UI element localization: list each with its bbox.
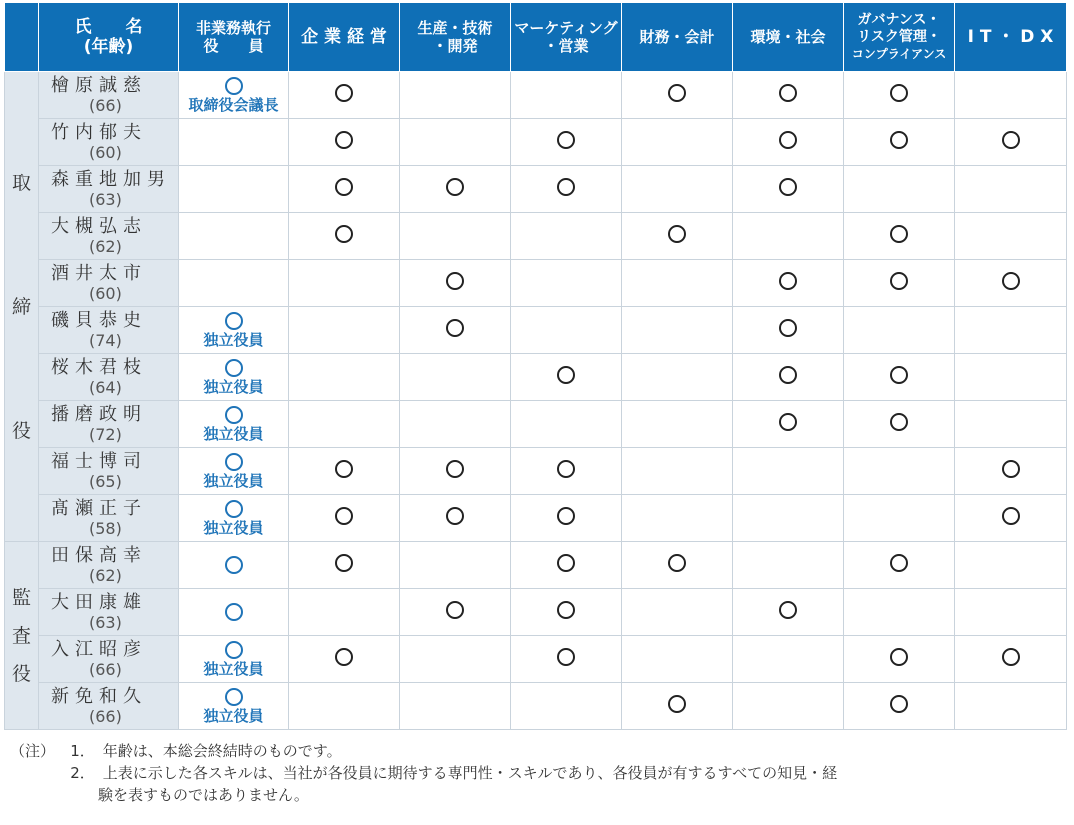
nonexec-cell	[179, 401, 289, 448]
skill-cell-environment	[733, 401, 844, 448]
skill-cell-marketing	[511, 213, 622, 260]
officer-name-cell	[39, 542, 179, 589]
skill-cell-itdx	[955, 683, 1067, 730]
skill-circle-icon	[557, 131, 575, 149]
skill-cell-production	[400, 213, 511, 260]
skill-cell-itdx	[955, 542, 1067, 589]
nonexec-circle-icon	[225, 500, 243, 518]
skill-circle-icon	[890, 554, 908, 572]
skill-circle-icon	[779, 601, 797, 619]
skill-cell-governance	[844, 495, 955, 542]
skill-cell-marketing	[511, 119, 622, 166]
nonexec-cell	[179, 448, 289, 495]
skill-circle-icon	[779, 413, 797, 431]
officer-age: (60)	[89, 284, 122, 303]
nonexec-cell	[179, 119, 289, 166]
officer-name: 森重地加男	[51, 169, 171, 190]
skill-cell-finance	[622, 260, 733, 307]
nonexec-circle-icon	[225, 359, 243, 377]
nonexec-circle-icon	[225, 312, 243, 330]
officer-age: (63)	[89, 613, 122, 632]
header-skill-environment	[733, 3, 844, 72]
skill-circle-icon	[335, 507, 353, 525]
skill-circle-icon	[668, 225, 686, 243]
officer-name-cell	[39, 589, 179, 636]
skill-cell-environment	[733, 683, 844, 730]
officer-age: (62)	[89, 566, 122, 585]
note-text-2-cont: 験を表すものではありません。	[98, 786, 309, 804]
officer-age: (62)	[89, 237, 122, 256]
officer-name-cell	[39, 683, 179, 730]
skill-circle-icon	[890, 366, 908, 384]
skill-cell-finance	[622, 119, 733, 166]
skill-cell-itdx	[955, 119, 1067, 166]
nonexec-cell	[179, 260, 289, 307]
group-char: 役	[11, 662, 31, 685]
nonexec-cell	[179, 213, 289, 260]
skill-cell-environment	[733, 119, 844, 166]
table-row	[5, 213, 1067, 260]
officer-name: 竹内郁夫	[51, 122, 147, 143]
header-nonexec-line1: 非業務執行	[195, 19, 271, 37]
skill-circle-icon	[779, 319, 797, 337]
skill-circle-icon	[779, 84, 797, 102]
skill-circle-icon	[1002, 648, 1020, 666]
skill-cell-governance	[844, 213, 955, 260]
skill-cell-finance	[622, 542, 733, 589]
skill-cell-finance	[622, 354, 733, 401]
skill-circle-icon	[1002, 460, 1020, 478]
officer-name-cell	[39, 166, 179, 213]
officer-name-cell	[39, 448, 179, 495]
officer-name-cell	[39, 401, 179, 448]
note-text-1: 年齢は、本総会終結時のものです。	[102, 742, 342, 760]
skill-cell-finance	[622, 72, 733, 119]
nonexec-circle-icon	[225, 641, 243, 659]
skill-cell-governance	[844, 683, 955, 730]
skill-circle-icon	[335, 460, 353, 478]
nonexec-circle-icon	[225, 77, 243, 95]
nonexec-circle-icon	[225, 406, 243, 424]
table-row	[5, 589, 1067, 636]
nonexec-cell	[179, 495, 289, 542]
officer-name: 酒井太市	[51, 263, 147, 284]
skill-cell-marketing	[511, 401, 622, 448]
nonexec-label: 独立役員	[203, 424, 264, 443]
header-name-line2: (年齢)	[83, 37, 134, 57]
group-char: 監	[11, 586, 31, 609]
skill-cell-environment	[733, 495, 844, 542]
skill-cell-itdx	[955, 401, 1067, 448]
officer-name-cell	[39, 636, 179, 683]
header-skill-production	[400, 3, 511, 72]
skill-circle-icon	[890, 413, 908, 431]
notes	[10, 740, 837, 806]
nonexec-cell	[179, 683, 289, 730]
skills-matrix-table	[4, 2, 1067, 730]
skill-cell-production	[400, 683, 511, 730]
nonexec-circle-icon	[225, 688, 243, 706]
skill-cell-management	[289, 495, 400, 542]
officer-age: (72)	[89, 425, 122, 444]
skill-circle-icon	[335, 178, 353, 196]
officer-name-cell	[39, 495, 179, 542]
header-name-line1: 氏 名	[74, 17, 143, 37]
skill-cell-governance	[844, 166, 955, 213]
table-row	[5, 260, 1067, 307]
header-nonexec	[179, 3, 289, 72]
header-skill-environment-line1: 環境・社会	[750, 28, 826, 46]
skill-cell-production	[400, 401, 511, 448]
skill-cell-environment	[733, 448, 844, 495]
skill-cell-marketing	[511, 636, 622, 683]
skill-cell-environment	[733, 72, 844, 119]
header-skill-governance-line2: リスク管理・	[857, 28, 941, 45]
header-skill-marketing-line2: ・営業	[543, 37, 589, 55]
header-nonexec-line2: 役 員	[203, 37, 264, 55]
skill-cell-management	[289, 589, 400, 636]
skill-cell-management	[289, 542, 400, 589]
officer-age: (63)	[89, 190, 122, 209]
skill-circle-icon	[446, 507, 464, 525]
skill-cell-environment	[733, 542, 844, 589]
table-row	[5, 495, 1067, 542]
skill-cell-production	[400, 307, 511, 354]
skill-circle-icon	[446, 178, 464, 196]
skill-cell-management	[289, 72, 400, 119]
nonexec-label: 独立役員	[203, 659, 264, 678]
nonexec-cell	[179, 72, 289, 119]
note-number-1: 1．	[70, 742, 95, 760]
skill-cell-governance	[844, 542, 955, 589]
skill-cell-marketing	[511, 683, 622, 730]
table-row	[5, 683, 1067, 730]
skill-cell-management	[289, 683, 400, 730]
skill-circle-icon	[890, 131, 908, 149]
table-row	[5, 542, 1067, 589]
skill-circle-icon	[1002, 507, 1020, 525]
skill-cell-governance	[844, 589, 955, 636]
skill-cell-marketing	[511, 166, 622, 213]
officer-name: 檜原誠慈	[51, 75, 147, 96]
skill-cell-itdx	[955, 260, 1067, 307]
header-skill-marketing-line1: マーケティング	[514, 19, 618, 37]
skill-cell-environment	[733, 636, 844, 683]
skill-cell-production	[400, 495, 511, 542]
skill-circle-icon	[779, 366, 797, 384]
header-group-corner	[5, 3, 39, 72]
skill-cell-management	[289, 401, 400, 448]
header-skill-itdx-line1: I T ・ D X	[967, 27, 1054, 47]
skill-circle-icon	[335, 225, 353, 243]
note-prefix: （注）	[10, 742, 56, 760]
skill-cell-governance	[844, 354, 955, 401]
skill-circle-icon	[890, 272, 908, 290]
skill-circle-icon	[557, 648, 575, 666]
skill-cell-environment	[733, 354, 844, 401]
skill-cell-finance	[622, 683, 733, 730]
officer-name: 福士博司	[51, 451, 147, 472]
skill-cell-finance	[622, 589, 733, 636]
skill-circle-icon	[446, 272, 464, 290]
officer-name: 大槻弘志	[51, 216, 147, 237]
skill-circle-icon	[890, 695, 908, 713]
skill-circle-icon	[557, 601, 575, 619]
skill-circle-icon	[668, 695, 686, 713]
nonexec-circle-icon	[225, 453, 243, 471]
officer-name-cell	[39, 119, 179, 166]
officer-age: (65)	[89, 472, 122, 491]
skill-cell-management	[289, 260, 400, 307]
skill-circle-icon	[335, 131, 353, 149]
skill-circle-icon	[335, 554, 353, 572]
table-row	[5, 636, 1067, 683]
header-skill-production-line1: 生産・技術	[417, 19, 493, 37]
skill-cell-itdx	[955, 307, 1067, 354]
skill-cell-itdx	[955, 448, 1067, 495]
skill-cell-production	[400, 448, 511, 495]
skill-cell-finance	[622, 636, 733, 683]
officer-name: 大田康雄	[51, 592, 147, 613]
header-skill-finance	[622, 3, 733, 72]
skill-cell-management	[289, 354, 400, 401]
matrix-body	[5, 72, 1067, 730]
skill-cell-production	[400, 542, 511, 589]
table-row	[5, 354, 1067, 401]
officer-name: 入江昭彦	[51, 639, 147, 660]
skill-cell-finance	[622, 213, 733, 260]
officer-name-cell	[39, 354, 179, 401]
group-auditors	[5, 542, 39, 730]
header-skill-management	[289, 3, 400, 72]
group-char: 締	[11, 295, 31, 318]
skill-cell-marketing	[511, 354, 622, 401]
skill-cell-itdx	[955, 72, 1067, 119]
skill-circle-icon	[446, 601, 464, 619]
skill-cell-itdx	[955, 636, 1067, 683]
table-row	[5, 307, 1067, 354]
table-row	[5, 448, 1067, 495]
officer-name-cell	[39, 72, 179, 119]
skill-cell-itdx	[955, 166, 1067, 213]
skill-cell-itdx	[955, 354, 1067, 401]
nonexec-cell	[179, 354, 289, 401]
skill-cell-governance	[844, 260, 955, 307]
officer-name: 播磨政明	[51, 404, 147, 425]
header-skill-finance-line1: 財務・会計	[639, 28, 715, 46]
skill-cell-marketing	[511, 448, 622, 495]
officer-age: (58)	[89, 519, 122, 538]
skill-cell-management	[289, 213, 400, 260]
skill-cell-governance	[844, 636, 955, 683]
skill-cell-production	[400, 72, 511, 119]
skill-cell-governance	[844, 448, 955, 495]
skill-cell-management	[289, 307, 400, 354]
officer-name: 新免和久	[51, 686, 147, 707]
header-skill-governance	[844, 3, 955, 72]
group-char: 役	[11, 419, 31, 442]
skill-cell-itdx	[955, 495, 1067, 542]
skill-cell-marketing	[511, 495, 622, 542]
table-row	[5, 166, 1067, 213]
skill-circle-icon	[779, 131, 797, 149]
officer-name-cell	[39, 260, 179, 307]
header-row	[5, 3, 1067, 72]
skill-cell-governance	[844, 401, 955, 448]
skill-cell-finance	[622, 307, 733, 354]
header-skill-governance-line1: ガバナンス・	[857, 11, 941, 28]
skill-circle-icon	[890, 84, 908, 102]
officer-age: (66)	[89, 707, 122, 726]
skill-circle-icon	[890, 225, 908, 243]
skill-cell-environment	[733, 589, 844, 636]
nonexec-cell	[179, 589, 289, 636]
skill-circle-icon	[779, 178, 797, 196]
header-skill-management-line1: 企 業 経 営	[301, 27, 387, 47]
nonexec-cell	[179, 307, 289, 354]
skill-cell-marketing	[511, 260, 622, 307]
skill-circle-icon	[335, 84, 353, 102]
table-row	[5, 72, 1067, 119]
officer-name-cell	[39, 307, 179, 354]
skill-circle-icon	[890, 648, 908, 666]
skill-cell-management	[289, 636, 400, 683]
skill-cell-finance	[622, 448, 733, 495]
skill-cell-production	[400, 636, 511, 683]
skill-cell-production	[400, 589, 511, 636]
skill-circle-icon	[557, 460, 575, 478]
skill-cell-finance	[622, 495, 733, 542]
skill-cell-management	[289, 166, 400, 213]
skill-cell-marketing	[511, 542, 622, 589]
skill-cell-governance	[844, 307, 955, 354]
note-text-2: 上表に示した各スキルは、当社が各役員に期待する専門性・スキルであり、各役員が有するすべての知見・経	[102, 764, 838, 782]
skill-cell-environment	[733, 307, 844, 354]
header-skill-marketing	[511, 3, 622, 72]
officer-age: (64)	[89, 378, 122, 397]
note-number-2: 2．	[70, 764, 95, 782]
nonexec-label: 取締役会議長	[188, 95, 279, 114]
skill-circle-icon	[335, 648, 353, 666]
nonexec-cell	[179, 636, 289, 683]
skill-cell-production	[400, 354, 511, 401]
note-row-2	[10, 762, 837, 784]
skill-cell-finance	[622, 166, 733, 213]
group-char: 取	[11, 171, 31, 194]
nonexec-circle-icon	[225, 556, 243, 574]
table-row	[5, 119, 1067, 166]
skill-cell-governance	[844, 119, 955, 166]
nonexec-cell	[179, 542, 289, 589]
header-skill-production-line2: ・開発	[432, 37, 478, 55]
skill-cell-governance	[844, 72, 955, 119]
skill-cell-itdx	[955, 213, 1067, 260]
skill-circle-icon	[557, 366, 575, 384]
skill-circle-icon	[668, 554, 686, 572]
header-skill-itdx	[955, 3, 1067, 72]
note-row-2-cont	[10, 784, 837, 806]
nonexec-label: 独立役員	[203, 471, 264, 490]
skill-cell-production	[400, 119, 511, 166]
nonexec-label: 独立役員	[203, 706, 264, 725]
note-row-1	[10, 740, 837, 762]
skill-cell-marketing	[511, 72, 622, 119]
skill-cell-management	[289, 119, 400, 166]
nonexec-circle-icon	[225, 603, 243, 621]
skill-circle-icon	[446, 319, 464, 337]
skill-cell-finance	[622, 401, 733, 448]
skill-circle-icon	[779, 272, 797, 290]
skill-cell-marketing	[511, 307, 622, 354]
skill-cell-management	[289, 448, 400, 495]
officer-name: 田保高幸	[51, 545, 147, 566]
group-directors	[5, 72, 39, 542]
group-char: 査	[11, 624, 31, 647]
skill-circle-icon	[1002, 272, 1020, 290]
officer-name-cell	[39, 213, 179, 260]
skill-cell-production	[400, 166, 511, 213]
officer-age: (66)	[89, 660, 122, 679]
skill-cell-environment	[733, 166, 844, 213]
officer-name: 髙瀬正子	[51, 498, 147, 519]
nonexec-label: 独立役員	[203, 518, 264, 537]
officer-age: (66)	[89, 96, 122, 115]
skill-cell-production	[400, 260, 511, 307]
table-row	[5, 401, 1067, 448]
skill-circle-icon	[557, 178, 575, 196]
header-name	[39, 3, 179, 72]
header-skill-governance-line3: コンプライアンス	[851, 46, 947, 61]
officer-age: (60)	[89, 143, 122, 162]
skill-cell-environment	[733, 213, 844, 260]
nonexec-cell	[179, 166, 289, 213]
skill-cell-itdx	[955, 589, 1067, 636]
skill-circle-icon	[446, 460, 464, 478]
officer-age: (74)	[89, 331, 122, 350]
skill-circle-icon	[557, 507, 575, 525]
nonexec-label: 独立役員	[203, 377, 264, 396]
officer-name: 磯貝恭史	[51, 310, 147, 331]
nonexec-label: 独立役員	[203, 330, 264, 349]
skill-circle-icon	[557, 554, 575, 572]
skill-circle-icon	[1002, 131, 1020, 149]
skill-cell-environment	[733, 260, 844, 307]
skill-cell-marketing	[511, 589, 622, 636]
officer-name: 桜木君枝	[51, 357, 147, 378]
skill-circle-icon	[668, 84, 686, 102]
